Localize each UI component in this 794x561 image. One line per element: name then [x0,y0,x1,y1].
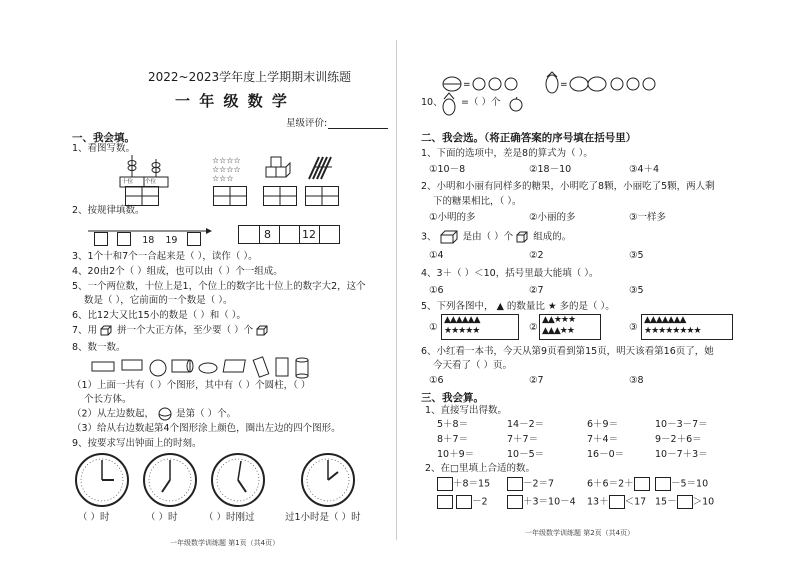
choice-5-opt-2[interactable]: ② [529,322,538,333]
cubes-picture [262,155,297,185]
choice-6-line2: 今天看了（ ）页。 [433,360,513,371]
choice-1-opt-2[interactable]: ②18－10 [529,164,572,175]
question-8-3: （3）给从右边数起第4个图形涂上颜色，圈出左边的四个图形。 [72,423,341,434]
rating-label: 星级评价: [286,118,328,129]
choice-2-opt-2[interactable]: ②小丽的多 [529,212,576,223]
small-cube-icon [256,326,270,336]
choice-3-text-b: 是由（ ）个 [462,231,514,243]
question-5-line2: 数是（ ），它前面的一个数是（ ）。 [84,295,233,306]
calc-cell[interactable]: 8＋7＝ [437,434,469,445]
calc-cell[interactable]: 10－7＋3＝ [655,449,708,460]
fill-text: ＋8＝15 [453,478,491,490]
small-cube-icon [516,231,530,243]
choice-4-opt-3[interactable]: ③5 [629,285,644,296]
choice-1-opt-1[interactable]: ①10－8 [429,164,466,175]
pineapple-icon [441,93,457,119]
svg-text:=: = [560,80,568,90]
choice-5-opt-3[interactable]: ③ [629,322,638,333]
choice-5-opt-1[interactable]: ① [429,322,438,333]
question-9: 9、按要求写出钟面上的时刻。 [72,438,202,449]
question-10: 10、 [421,97,443,108]
fill-text: ＞10 [692,496,715,508]
choice-6-opt-1[interactable]: ①6 [429,375,444,386]
choice-2-line1: 2、小明和小丽有同样多的糖果，小明吃了8颗，小丽吃了5颗，两人剩 [421,181,715,192]
choice-5 [421,301,615,313]
seq-number: 12 [302,228,316,241]
exam-title: 2022~2023学年度上学期期末训练题 [148,70,352,84]
star-icon: ★ [547,301,557,312]
blank-box[interactable] [677,495,693,509]
shapes-row [90,356,320,378]
clock-answer-3[interactable]: （ ）时刚过 [204,512,255,523]
svg-text:☆☆☆: ☆☆☆ [212,174,234,183]
section-1-heading: 一、我会填。 [72,132,135,144]
clock-answer-1[interactable]: （ ）时 [78,512,110,523]
choice-3-text-a: 3、 [421,231,437,243]
fill-item [437,495,488,509]
choice-2-opt-1[interactable]: ①小明的多 [429,212,476,223]
section-3-heading: 三、我会算。 [421,392,484,404]
exam-subject: 一 年 级 数 学 [175,92,289,110]
question-8-2-text-a: （2）从左边数起， [72,408,155,420]
ball-icon [157,408,173,420]
calc-cell[interactable]: 6＋9＝ [587,419,619,430]
clock-3 [210,452,266,512]
sequence-2 [238,225,340,244]
clock-answer-2[interactable]: （ ）时 [146,512,178,523]
stars-picture [210,155,255,185]
fill-text: －2 [472,496,488,508]
choice-3-opt-3[interactable]: ③5 [629,250,644,261]
svg-text:=: = [463,80,471,90]
choice-3-opt-2[interactable]: ②2 [529,250,544,261]
clock-answer-4[interactable]: 过1小时是（ ）时 [285,512,361,523]
blank-box[interactable] [609,495,625,509]
question-8-1: （1）上面一共有（ ）个图形，其中有（ ）个圆柱，（ ） [72,380,311,391]
blank-box[interactable] [655,477,671,491]
choice-4-opt-2[interactable]: ②7 [529,285,544,296]
blank-box[interactable] [456,495,472,509]
calc-cell[interactable]: 7＋7＝ [507,434,539,445]
fill-text: 6＋6＝2＋ [587,478,634,490]
choice-5-text-a: 5、下列各图中， [421,301,494,312]
choice-6-line1: 6、小红看一本书，今天从第9页看到第15页，明天该看第16页了，她 [421,346,714,357]
choice-4: 4、3＋（ ）＜10，括号里最大能填（ ）。 [421,268,599,279]
question-8-2-text-b: 是第（ ）个。 [176,408,237,420]
choice-6-opt-2[interactable]: ②7 [529,375,544,386]
calc-cell[interactable]: 10＋9＝ [437,449,475,460]
seq-number: 8 [264,228,271,241]
sticks-picture [305,155,335,185]
page-footer: 一年级数学训练题 第1页（共4页） [170,539,280,547]
question-7-text-a: 7、用 [72,325,98,336]
question-4: 4、20由2个（ ）组成，也可以由（ ）个一组成。 [72,266,283,277]
fill-text: 15－ [655,496,677,508]
fill-text: ＋3＝10－4 [523,496,576,508]
svg-text:☆☆☆☆: ☆☆☆☆ [212,156,241,165]
triangle-icon: ▲ [496,301,504,312]
calc-cell[interactable]: 10－3－7＝ [655,419,708,430]
sequence-1 [94,228,201,247]
choice-5-figure-3: ▲▲▲▲▲▲▲ ★★★★★★★★ [641,314,733,340]
section-2-heading: 二、我会选。（将正确答案的序号填在括号里） [421,132,637,144]
fill-item [655,477,708,491]
answer-grid-2[interactable] [213,186,247,210]
fruit-equation-1 [437,72,667,94]
page-2 [397,0,794,561]
choice-5-figure-1: ▲▲▲▲▲▲ ★★★★★ [441,314,519,340]
svg-text:☆☆☆☆: ☆☆☆☆ [212,165,241,174]
question-10-answer[interactable]: =（ ）个 [461,97,501,108]
calc-cell[interactable]: 16－0＝ [587,449,625,460]
clock-1 [74,452,130,512]
choice-3 [421,230,571,244]
question-1: 1、看图写数。 [72,143,136,154]
seq-number: 19 [165,235,178,246]
question-7-text-b: 拼一个大正方体，至少要（ ）个 [117,325,254,336]
question-2: 2、按规律填数。 [72,205,145,216]
rating-line[interactable] [328,128,388,129]
blank-box[interactable] [94,232,108,246]
blank-box[interactable] [507,477,523,491]
question-8-2 [72,408,236,421]
calc-instruction-1: 1、直接写出得数。 [425,405,508,416]
clock-2 [142,452,198,512]
seq-number: 18 [142,235,155,246]
choice-3-opt-1[interactable]: ①4 [429,250,444,261]
blank-box[interactable] [507,495,523,509]
question-8: 8、数一数。 [72,342,126,353]
question-6: 6、比12大又比15小的数是（ ）和（ ）。 [72,310,247,321]
abacus-label-ones: 个位 [145,179,157,185]
calc-cell[interactable]: 5＋8＝ [437,419,469,430]
fill-item [655,495,714,509]
page-footer: 一年级数学训练题 第2页（共4页） [525,529,635,537]
choice-5-text-c: 多的是（ ）。 [559,301,615,312]
calc-cell[interactable]: 14－2＝ [507,419,545,430]
fill-text: －2＝7 [523,478,555,490]
fill-item [587,477,650,491]
answer-grid-3[interactable] [263,186,297,210]
fill-text: 13＋ [587,496,609,508]
question-7 [72,325,270,337]
question-5-line1: 5、一个两位数，十位上是1，个位上的数字比十位上的数字大2，这个 [72,281,366,292]
choice-2-line2: 下的糖果相比，（ ）。 [433,196,522,207]
choice-4-opt-1[interactable]: ①6 [429,285,444,296]
small-cube-icon [100,326,114,336]
blank-box[interactable] [117,232,131,246]
choice-1-opt-3[interactable]: ③4＋4 [629,164,660,175]
blank-box[interactable] [437,477,453,491]
cuboid-icon [440,230,460,244]
abacus-label-tens: 十位 [122,179,134,185]
answer-grid-4[interactable] [305,186,339,210]
choice-1: 1、下面的选项中，差是8的算式为（ ）。 [421,148,593,159]
clock-4 [300,452,356,512]
calc-cell[interactable]: 7＋4＝ [587,434,619,445]
fill-item [437,477,490,491]
blank-box[interactable] [437,495,453,509]
calc-cell[interactable]: 9－2＋6＝ [655,434,702,445]
choice-5-text-b: 的数量比 [506,301,545,312]
question-8-1-line2: 个长方体。 [84,394,132,405]
apple-icon [509,96,523,115]
choice-6-opt-3[interactable]: ③8 [629,375,644,386]
choice-5-figure-2: ▲▲★★★ ▲▲▲★★ [539,314,601,340]
question-3: 3、1个十和7个一合起来是（ ），读作（ ）。 [72,251,258,262]
fill-item [507,477,554,491]
blank-box[interactable] [187,232,201,246]
fill-text: ＜17 [624,496,647,508]
fill-text: －5＝10 [671,478,709,490]
calc-instruction-2: 2、在□里填上合适的数。 [425,463,536,474]
fill-item [587,495,646,509]
choice-3-text-c: 组成的。 [533,231,572,243]
blank-box[interactable] [634,477,650,491]
calc-cell[interactable]: 10－5＝ [507,449,545,460]
choice-2-opt-3[interactable]: ③一样多 [629,212,667,223]
fill-item [507,495,576,509]
